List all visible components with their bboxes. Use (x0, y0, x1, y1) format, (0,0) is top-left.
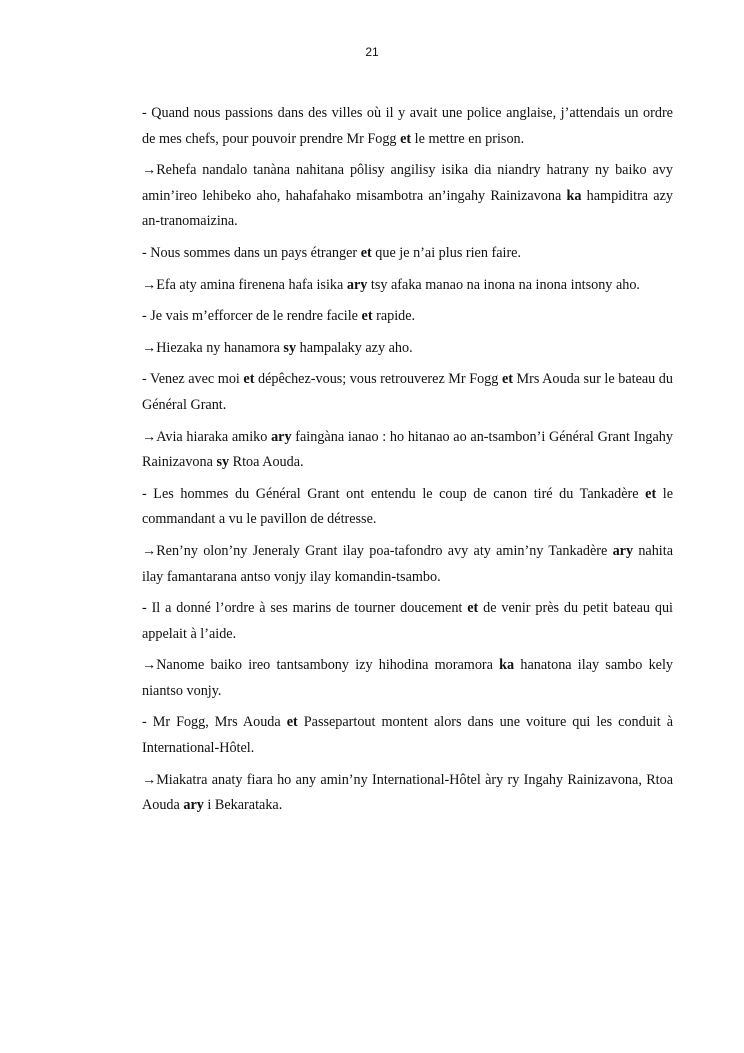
text-run: →Miakatra anaty fiara ho any amin’ny International-Hôtel àry ry Ingahy Rainizavona, Rtoa Aouda (142, 771, 673, 814)
bold-conjunction: et (400, 130, 412, 147)
paragraph-french (142, 482, 673, 533)
text-run: Rtoa Aouda. (229, 454, 304, 471)
paragraph-french (142, 101, 673, 152)
paragraph-french (142, 241, 673, 267)
text-run: faingàna ianao : ho hitanao ao an-tsambon’i Général Grant Ingahy Rainizavona (142, 428, 673, 471)
bold-conjunction: et (467, 600, 479, 617)
text-run: hampalaky azy aho. (296, 339, 413, 356)
paragraph-malagasy (142, 768, 673, 819)
text-run: nahita ilay famantarana antso vonjy ilay komandin-tsambo. (142, 542, 673, 585)
text-run: i Bekarataka. (203, 797, 283, 814)
paragraph-french (142, 304, 673, 330)
text-run: rapide. (372, 308, 416, 325)
bold-conjunction: ary (271, 428, 292, 445)
text-run: - Il a donné l’ordre à ses marins de tourner doucement (142, 600, 468, 617)
text-run: Mrs Aouda sur le bateau du Général Grant. (142, 371, 673, 413)
text-run: →Ren’ny olon’ny Jeneraly Grant ilay poa-tafondro avy aty amin’ny Tankadère (142, 542, 613, 559)
bold-conjunction: ary (612, 542, 634, 559)
paragraph-french (142, 367, 673, 418)
text-run: le mettre en prison. (411, 130, 525, 147)
text-run: que je n’ai plus rien faire. (371, 244, 522, 261)
bold-conjunction: ka (566, 187, 582, 204)
bold-conjunction: sy (216, 454, 230, 471)
paragraph-malagasy (142, 539, 673, 590)
text-run: →Hiezaka ny hanamora (142, 339, 284, 356)
bold-conjunction: et (501, 371, 513, 388)
text-run: - Quand nous passions dans des villes où il y avait une police anglaise, j’attendais un ordre de mes chefs, pour pouvoir prendre Mr Fogg (142, 105, 673, 147)
text-run: →Nanome baiko ireo tantsambony izy hihodina moramora (142, 657, 500, 674)
bold-conjunction: et (645, 485, 657, 502)
text-run: - Nous sommes dans un pays étranger (142, 244, 361, 261)
text-run: Passepartout montent alors dans une voiture qui les conduit à International-Hôtel. (142, 714, 673, 757)
bold-conjunction: sy (283, 339, 297, 356)
bold-conjunction: et (361, 308, 373, 325)
paragraph-french (142, 710, 673, 761)
document-body (142, 101, 673, 825)
page-number: 21 (365, 45, 379, 59)
paragraph-malagasy (142, 653, 673, 704)
paragraph-malagasy (142, 425, 673, 476)
text-run: - Venez avec moi (142, 371, 244, 388)
text-run: - Les hommes du Général Grant ont entendu le coup de canon tiré du Tankadère (142, 485, 646, 502)
text-run: hampiditra azy an-tranomaizina. (142, 187, 673, 230)
paragraph-french (142, 596, 673, 647)
text-run: - Je vais m’efforcer de le rendre facile (142, 308, 362, 325)
bold-conjunction: ka (499, 657, 515, 674)
text-run: - Mr Fogg, Mrs Aouda (142, 714, 287, 731)
bold-conjunction: ary (183, 797, 204, 814)
text-run: de venir près du petit bateau qui appelait à l’aide. (142, 600, 673, 642)
paragraph-malagasy (142, 273, 673, 299)
text-run: →Avia hiaraka amiko (142, 428, 272, 445)
bold-conjunction: et (360, 244, 372, 261)
text-run: →Efa aty amina firenena hafa isika (142, 276, 347, 293)
text-run: →Rehefa nandalo tanàna nahitana pôlisy angilisy isika dia niandry hatrany ny baiko avy amin’ireo lehibeko aho, hahafahako misambotra an’ingahy Rainizavona (142, 162, 673, 204)
paragraph-malagasy (142, 158, 673, 235)
bold-conjunction: et (243, 371, 255, 388)
paragraph-malagasy (142, 336, 673, 362)
text-run: dépêchez-vous; vous retrouverez Mr Fogg (254, 371, 502, 388)
text-run: hanatona ilay sambo kely niantso vonjy. (142, 657, 673, 699)
text-run: le commandant a vu le pavillon de détresse. (142, 485, 673, 528)
bold-conjunction: et (286, 714, 298, 731)
text-run: tsy afaka manao na inona na inona intsony aho. (367, 276, 640, 293)
bold-conjunction: ary (346, 276, 368, 293)
